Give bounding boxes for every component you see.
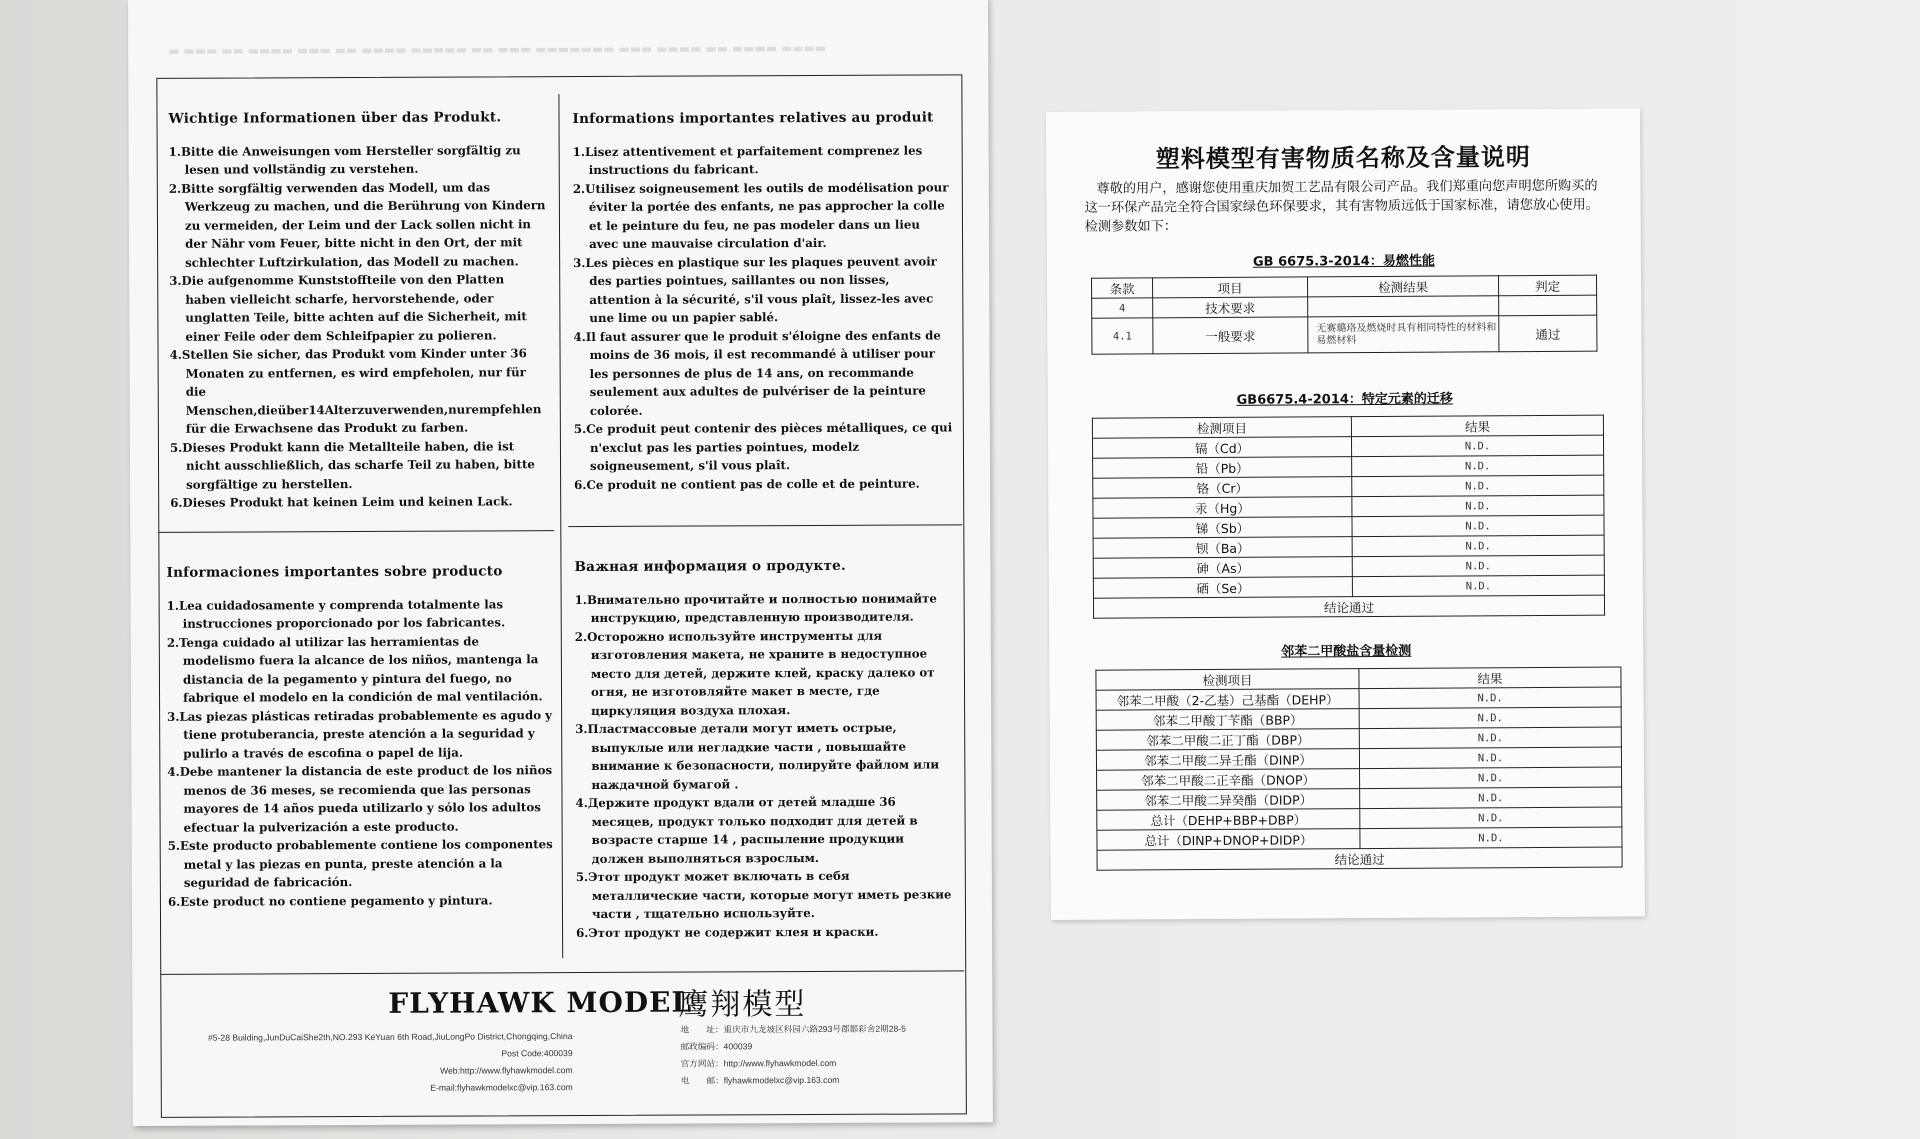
- website-chinese: 官方网站：http://www.flyhawkmodel.com: [680, 1057, 837, 1069]
- address-english: #5-28 Building,JunDuCaiShe2th,NO.293 KeYuan 6th Road,JiuLongPo District,Chongqing,China: [207, 1031, 573, 1043]
- german-section: [168, 108, 548, 512]
- table-header: 检测项目: [1096, 669, 1359, 691]
- table-cell: 铬（Cr）: [1093, 477, 1352, 499]
- table-cell: N.D.: [1352, 515, 1604, 537]
- russian-item: 1.Внимательно прочитайте и полностью понимайте инструкцию, представленную производителя.: [574, 590, 937, 625]
- table-cell: N.D.: [1352, 555, 1604, 577]
- table-cell: 总计（DINP+DNOP+DIDP）: [1097, 829, 1360, 851]
- table-cell: N.D.: [1360, 807, 1622, 829]
- russian-title: Важная информация о продукте.: [574, 557, 846, 576]
- table-conclusion-row: [1093, 595, 1604, 618]
- table-row: [1092, 315, 1597, 354]
- table-cell: N.D.: [1360, 827, 1622, 849]
- flammability-table: [1091, 275, 1597, 355]
- german-item: 2.Bitte sorgfältig verwenden das Modell, um das Werkzeug zu machen, und die Berührung von Kindern zu vermeiden, der Leim und der Lack sollen nicht in der Nähr vom Feuer, bitte nicht in den Ort, der mit schlechter Luftzirkulation, das Modell zu machen.: [168, 179, 546, 270]
- table-cell: [1308, 296, 1499, 317]
- phthalates-subtitle: 邻苯二甲酸盐含量检测: [1281, 643, 1412, 660]
- table-cell: N.D.: [1352, 535, 1604, 557]
- spanish-section: [166, 562, 554, 911]
- table-cell: 一般要求: [1153, 317, 1308, 354]
- german-item: 3.Die aufgenomme Kunststoffteile von den Platten haben vielleicht scharfe, hervorstehende, oder unglatten Teile, bitte achten auf die Sicherheit, mit einer Feile oder dem Schleifpapier zu polieren.: [169, 272, 527, 344]
- table-cell: 4: [1092, 298, 1153, 318]
- russian-item: 4.Держите продукт вдали от детей младше 36 месяцев, продукт только подходит для детей в возрасте старше 14 , распыление продукции должен выполняться взрослым.: [575, 794, 918, 866]
- french-item: 1.Lisez attentivement et parfaitement comprenez les instructions du fabricant.: [572, 143, 923, 177]
- table-cell: 邻苯二甲酸二正辛酯（DNOP）: [1097, 769, 1360, 791]
- elements-table: [1092, 415, 1605, 619]
- russian-item: 6.Этот продукт не содержит клея и краски.: [576, 924, 879, 940]
- hazardous-substance-sheet: [1046, 108, 1645, 920]
- table-cell: N.D.: [1360, 787, 1622, 809]
- table-cell: N.D.: [1360, 767, 1622, 789]
- table-cell: N.D.: [1351, 435, 1603, 457]
- website-english: Web:http://www.flyhawkmodel.com: [440, 1065, 573, 1076]
- elements-subtitle: GB6675.4-2014：特定元素的迁移: [1236, 391, 1453, 408]
- table-cell: N.D.: [1359, 727, 1621, 749]
- french-item: 3.Les pièces en plastique sur les plaques peuvent avoir des parties pointues, saillantes ou non lisses, attention à la sécurité, s'il vous plaît, lissez-les avec une lime ou un papier sablé.: [573, 253, 937, 325]
- spanish-title: Informaciones importantes sobre producto: [166, 563, 503, 581]
- french-title: Informations importantes relatives au produit: [572, 109, 934, 128]
- table-cell: N.D.: [1352, 575, 1604, 597]
- table-header: 检测项目: [1092, 417, 1351, 439]
- table-cell: [1499, 295, 1597, 316]
- german-item: 6.Dieses Produkt hat keinen Leim und keinen Lack.: [170, 494, 513, 510]
- spanish-item: 3.Las piezas plásticas retiradas probablemente es agudo y tiene protuberancia, preste atención a la seguridad y pulirlo a través de escofina o papel de lija.: [167, 707, 553, 761]
- french-item: 6.Ce produit ne contient pas de colle et de peinture.: [574, 476, 920, 492]
- table-cell: 无赛璐珞及燃烧时具有相同特性的材料和易燃材料: [1308, 316, 1499, 353]
- french-item: 2.Utilisez soigneusement les outils de modélisation pour éviter la portée des enfants, ne pas approcher la colle et le peinture du feu, ne pas modeler dans un lieu avec une mauvaise circulation d'air.: [572, 179, 949, 251]
- spanish-item: 2.Tenga cuidado al utilizar las herramientas de modelismo fuera la alcance de los niños, mantenga la distancia de la pegamento y pintura del fuego, no fabrique el modelo en la condición de mal ventilación.: [166, 633, 543, 705]
- email-english: E-mail:flyhawkmodelxc@vip.163.com: [430, 1082, 573, 1093]
- table-cell: 邻苯二甲酸二正丁酯（DBP）: [1096, 729, 1359, 751]
- table-conclusion-row: [1097, 847, 1622, 870]
- german-item: 1.Bitte die Anweisungen vom Hersteller sorgfältig zu lesen und vollständig zu verstehen.: [168, 142, 521, 177]
- table-cell: N.D.: [1359, 687, 1621, 709]
- french-item: 5.Ce produit peut contenir des pièces métalliques, ce qui n'exclut pas les parties pointues, modelz soigneusement, s'il vous plaît.: [573, 420, 953, 473]
- brand-name-chinese: 鹰翔模型: [678, 987, 807, 1023]
- footer-contact-chinese: [680, 1020, 960, 1089]
- address-chinese: 地 址：重庆市九龙坡区科园六路293号郡都彩舍2期28-5: [680, 1023, 906, 1035]
- table-header: 条款: [1092, 278, 1153, 298]
- table-cell: 技术要求: [1153, 297, 1308, 318]
- table-cell: 4.1: [1092, 318, 1153, 354]
- table-cell: 邻苯二甲酸（2-乙基）己基酯（DEHP）: [1096, 689, 1359, 711]
- table-cell: 通过: [1499, 315, 1597, 352]
- table-cell: N.D.: [1352, 455, 1604, 477]
- bleed-through-text: ▬ ▬▬▬ ▬▬ ▬▬▬▬ ▬▬▬ ▬▬ ▬▬▬▬ ▬▬▬▬▬ ▬▬ ▬▬▬ ▬▬▬▬▬▬▬ ▬▬▬ ▬▬▬▬ ▬▬ ▬▬▬▬ ▬▬▬▬: [168, 40, 827, 58]
- table-header: 结果: [1359, 667, 1621, 689]
- table-cell: 镉（Cd）: [1092, 437, 1351, 459]
- table-cell: N.D.: [1352, 475, 1604, 497]
- postcode-english: Post Code:400039: [501, 1048, 573, 1059]
- russian-section: [574, 556, 956, 942]
- instruction-sheet-multilingual: [128, 0, 993, 1126]
- spanish-item: 1.Lea cuidadosamente y comprenda totalmente las instrucciones proporcionado por los fabricantes.: [166, 596, 506, 631]
- table-cell: 铅（Pb）: [1093, 457, 1352, 479]
- table-cell: N.D.: [1352, 495, 1604, 517]
- table-cell: 钡（Ba）: [1093, 537, 1352, 559]
- table-header: 结果: [1351, 415, 1603, 437]
- sheet-intro: 尊敬的用户，感谢您使用重庆加贺工艺品有限公司产品。我们郑重向您声明您所购买的这一环保产品完全符合国家绿色环保要求，其有害物质远低于国家标准，请您放心使用。检测参数如下：: [1084, 178, 1599, 235]
- russian-item: 2.Осторожно используйте инструменты для изготовления макета, не храните в недоступное место для детей, держите клей, краску далеко от огня, не изготовляйте макет в месте, где циркуляция воздуха плохая.: [574, 628, 935, 718]
- phthalates-table: [1095, 666, 1622, 870]
- table-header: 项目: [1153, 277, 1308, 298]
- table-cell: 总计（DEHP+BBP+DBP）: [1097, 809, 1360, 831]
- brand-name-english: FLYHAWK MODEL: [388, 985, 693, 1020]
- table-cell: 邻苯二甲酸丁苄酯（BBP）: [1096, 709, 1359, 731]
- table-cell: 硒（Se）: [1093, 577, 1352, 599]
- french-item: 4.Il faut assurer que le produit s'éloigne des enfants de moins de 36 mois, il est recommandé à utiliser pour les personnes de plus de 14 ans, on recommande seulement aux adultes de pulvériser de la peinture colorée.: [573, 327, 941, 418]
- table-cell: 邻苯二甲酸二异壬酯（DINP）: [1096, 749, 1359, 771]
- flammability-subtitle: GB 6675.3-2014：易燃性能: [1252, 253, 1435, 270]
- table-header: 检测结果: [1308, 276, 1499, 297]
- table-cell: 邻苯二甲酸二异癸酯（DIDP）: [1097, 789, 1360, 811]
- footer-contact-english: [172, 1028, 572, 1098]
- table-cell: N.D.: [1359, 747, 1621, 769]
- spanish-item: 5.Este producto probablemente contiene los componentes metal y las piezas en punta, preste atención a la seguridad de fabricación.: [167, 837, 553, 890]
- spanish-item: 6.Este product no contiene pegamento y pintura.: [167, 892, 493, 909]
- russian-item: 5.Этот продукт может включать в себя металлические части, которые могут иметь резкие части , тщательно используйте.: [575, 868, 952, 921]
- postcode-chinese: 邮政编码：400039: [680, 1041, 753, 1052]
- german-title: Wichtige Informationen über das Produkt.: [168, 109, 502, 127]
- conclusion-cell: 结论通过: [1093, 595, 1604, 618]
- email-chinese: 电 邮：flyhawkmodelxc@vip.163.com: [680, 1074, 840, 1086]
- german-item: 4.Stellen Sie sicher, das Produkt vom Kinder unter 36 Monaten zu entfernen, es wird empfeholen, nur für die Menschen,dieüber14Alterzuverwenden,nurempfehlen für die Erwachsene das Produkt zu farben.: [169, 346, 542, 436]
- german-item: 5.Dieses Produkt kann die Metallteile haben, die ist nicht ausschließlich, das scharfe Teil zu haben, bitte sorgfältige zu herstellen.: [169, 438, 535, 492]
- table-cell: 砷（As）: [1093, 557, 1352, 579]
- conclusion-cell: 结论通过: [1097, 847, 1622, 870]
- sheet-title: 塑料模型有害物质名称及含量说明: [1155, 143, 1531, 174]
- spanish-item: 4.Debe mantener la distancia de este product de los niños menos de 36 meses, se recomienda que las personas mayores de 14 años pueda utilizarlo y sólo los adultos efectuar la pulverización a este producto.: [167, 763, 553, 835]
- table-cell: N.D.: [1359, 707, 1621, 729]
- russian-item: 3.Пластмассовые детали могут иметь острые, выпуклые или негладкие части , повышайте внимание к безопасности, полируйте файлом или наждачной бумагой .: [575, 720, 940, 792]
- table-cell: 汞（Hg）: [1093, 497, 1352, 519]
- table-cell: 锑（Sb）: [1093, 517, 1352, 539]
- table-header: 判定: [1499, 275, 1597, 296]
- french-section: [572, 108, 954, 494]
